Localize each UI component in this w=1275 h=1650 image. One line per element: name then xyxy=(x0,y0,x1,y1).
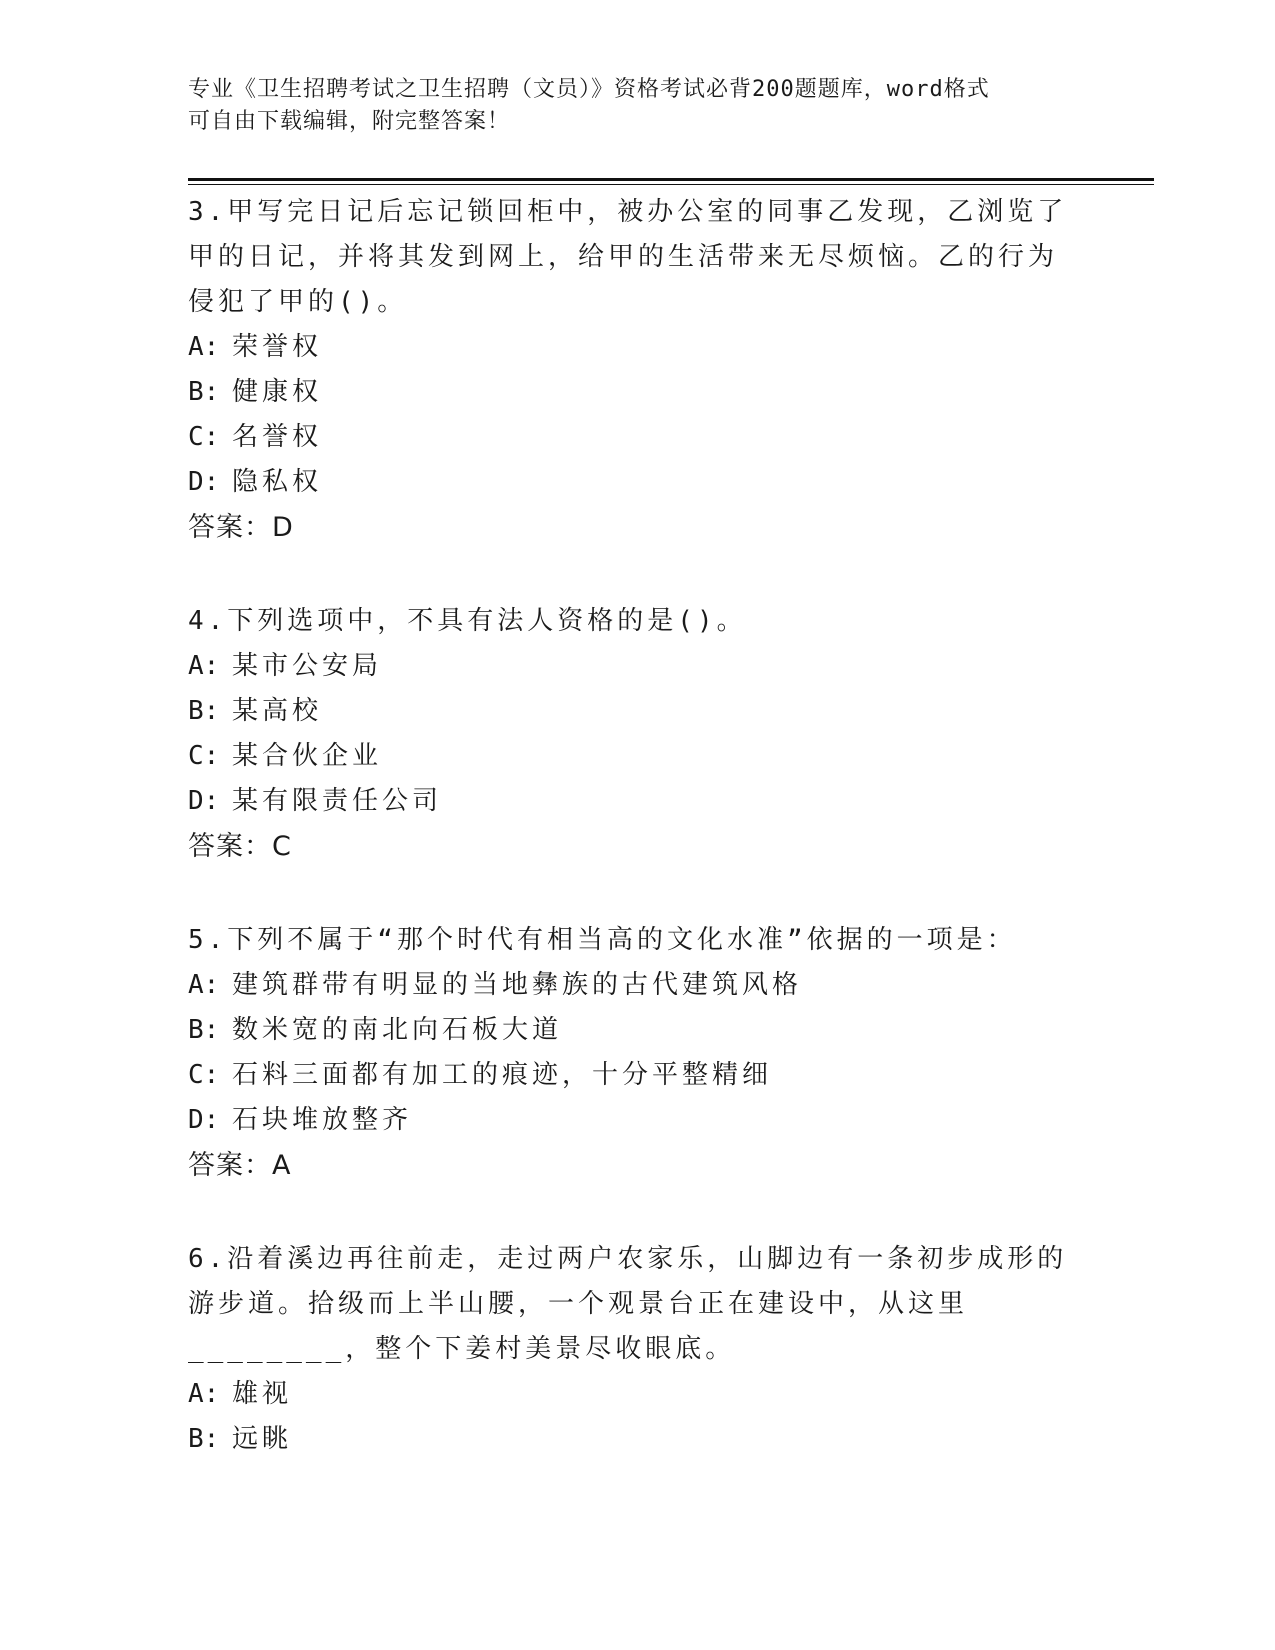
option-letter: C: xyxy=(188,1060,220,1090)
header-line-1: 专业《卫生招聘考试之卫生招聘（文员）》资格考试必背200题题库，word格式 xyxy=(188,77,990,102)
option-c xyxy=(188,415,1068,460)
option-text: 石料三面都有加工的痕迹，十分平整精细 xyxy=(232,1060,773,1090)
option-text: 雄视 xyxy=(232,1379,293,1409)
option-c xyxy=(188,734,1068,779)
option-b xyxy=(188,1417,1068,1462)
option-letter: A: xyxy=(188,332,220,362)
option-text: 隐私权 xyxy=(232,467,323,497)
option-text: 某有限责任公司 xyxy=(232,786,443,816)
header-divider-thin xyxy=(188,184,1154,185)
option-text: 荣誉权 xyxy=(232,332,323,362)
question-text: 4.下列选项中，不具有法人资格的是()。 xyxy=(188,606,747,636)
question-5 xyxy=(188,918,1068,1189)
question-text: 6.沿着溪边再往前走，走过两户农家乐，山脚边有一条初步成形的游步道。拾级而上半山腰，一个观景台正在建设中，从这里________，整个下姜村美景尽收眼底。 xyxy=(188,1244,1068,1364)
option-text: 某高校 xyxy=(232,696,323,726)
option-b xyxy=(188,370,1068,415)
question-list xyxy=(188,190,1068,1510)
answer-line: 答案：D xyxy=(188,512,294,543)
option-letter: C: xyxy=(188,422,220,452)
option-a xyxy=(188,1372,1068,1417)
option-letter: B: xyxy=(188,696,220,726)
option-letter: C: xyxy=(188,741,220,771)
option-b xyxy=(188,689,1068,734)
option-text: 某市公安局 xyxy=(232,651,383,681)
question-text: 5.下列不属于“那个时代有相当高的文化水准”依据的一项是： xyxy=(188,925,1017,955)
answer-line: 答案：C xyxy=(188,831,292,862)
option-text: 远眺 xyxy=(232,1424,293,1454)
option-text: 数米宽的南北向石板大道 xyxy=(232,1015,563,1045)
option-letter: A: xyxy=(188,970,220,1000)
header-divider-thick xyxy=(188,178,1154,181)
document-header xyxy=(188,74,1068,138)
option-letter: B: xyxy=(188,1424,220,1454)
option-a xyxy=(188,325,1068,370)
option-b xyxy=(188,1008,1068,1053)
option-text: 石块堆放整齐 xyxy=(232,1105,413,1135)
option-text: 建筑群带有明显的当地彝族的古代建筑风格 xyxy=(232,970,803,1000)
question-4 xyxy=(188,599,1068,870)
option-letter: D: xyxy=(188,467,220,497)
option-letter: A: xyxy=(188,1379,220,1409)
option-letter: B: xyxy=(188,1015,220,1045)
option-letter: D: xyxy=(188,786,220,816)
option-d xyxy=(188,460,1068,505)
option-a xyxy=(188,963,1068,1008)
option-d xyxy=(188,1098,1068,1143)
question-6 xyxy=(188,1237,1068,1462)
option-text: 名誉权 xyxy=(232,422,323,452)
answer-line: 答案：A xyxy=(188,1150,292,1181)
option-d xyxy=(188,779,1068,824)
option-letter: B: xyxy=(188,377,220,407)
question-3 xyxy=(188,190,1068,551)
option-text: 健康权 xyxy=(232,377,323,407)
option-c xyxy=(188,1053,1068,1098)
option-a xyxy=(188,644,1068,689)
header-line-2: 可自由下载编辑，附完整答案！ xyxy=(188,109,511,134)
option-letter: D: xyxy=(188,1105,220,1135)
question-text: 3.甲写完日记后忘记锁回柜中，被办公室的同事乙发现，乙浏览了甲的日记，并将其发到网上，给甲的生活带来无尽烦恼。乙的行为侵犯了甲的()。 xyxy=(188,197,1068,317)
option-letter: A: xyxy=(188,651,220,681)
option-text: 某合伙企业 xyxy=(232,741,383,771)
